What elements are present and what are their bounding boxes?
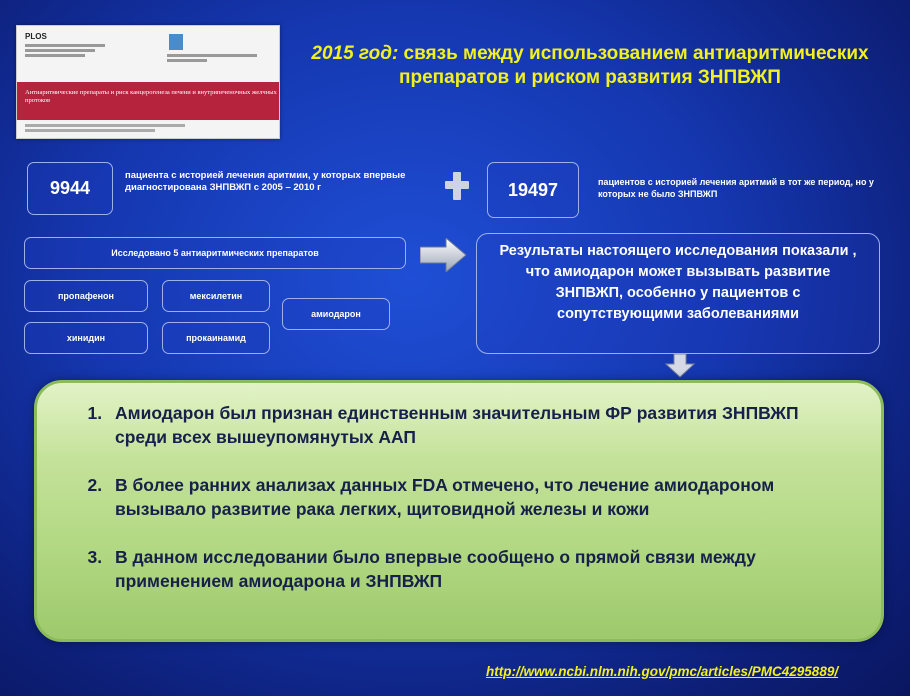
right-arrow-icon [420,238,468,272]
controls-description: пациентов с историей лечения аритмий в тот же период, но у которых не было ЗНПВЖП [598,177,874,199]
drug-label: пропафенон [57,291,114,301]
results-box [476,233,880,354]
conclusion-item: 2. В более ранних анализах данных FDA отмечено, что лечение амиодароном вызывало развитие рака легких, щитовидной железы и кожи [107,473,851,521]
drug-label: амиодарон [311,309,361,319]
drug-box [282,298,390,330]
drug-label: мексилетин [189,291,243,301]
plus-icon [445,172,469,200]
drug-box [162,322,270,354]
slide-title [290,42,890,90]
drug-box [24,280,148,312]
conclusion-item: 1. Амиодарон был признан единственным значительным ФР развития ЗНПВЖП среди всех вышеупомянутых ААП [107,401,851,449]
article-thumbnail [16,25,280,139]
cases-count-box [27,162,113,215]
source-link[interactable]: http://www.ncbi.nlm.nih.gov/pmc/articles/PMC4295889/ [486,664,839,679]
article-title: Антиаритмические препараты и риск канцерогенеза печени и внутрипеченочных желчных протоков [17,82,279,120]
results-text: Результаты настоящего исследования показали , что амиодарон может вызывать развитие ЗНПВЖП, особенно у пациентов с сопутствующими заболеваниями [499,243,857,322]
drug-box [162,280,270,312]
drug-label: хинидин [66,333,106,343]
article-meta-fineprint [25,44,125,57]
cases-count: 9944 [49,178,91,198]
title-text: связь между использованием антиаритмических препаратов и риском развития ЗНПВЖП [398,43,869,88]
article-link-fineprint [167,54,257,62]
cases-description: пациента с историей лечения аритмии, у которых впервые диагностирована ЗНПВЖП с 2005 – 2010 г [125,170,406,193]
controls-count-box [487,162,579,218]
conclusions-box [34,380,884,642]
drugs-header: Исследовано 5 антиаритмических препаратов [111,248,319,258]
conclusion-item: 3. В данном исследовании было впервые сообщено о прямой связи между применением амиодарона и ЗНПВЖП [107,545,851,593]
title-year: 2015 год: [311,43,399,64]
drugs-header-box [24,237,406,269]
journal-logo: PLOS [25,32,47,41]
conclusions-list [37,383,881,593]
article-authors-fineprint [25,124,185,132]
open-access-icon [169,34,183,50]
down-arrow-icon [665,354,695,378]
drug-box [24,322,148,354]
controls-count: 19497 [507,179,559,200]
drug-label: прокаинамид [186,333,246,343]
